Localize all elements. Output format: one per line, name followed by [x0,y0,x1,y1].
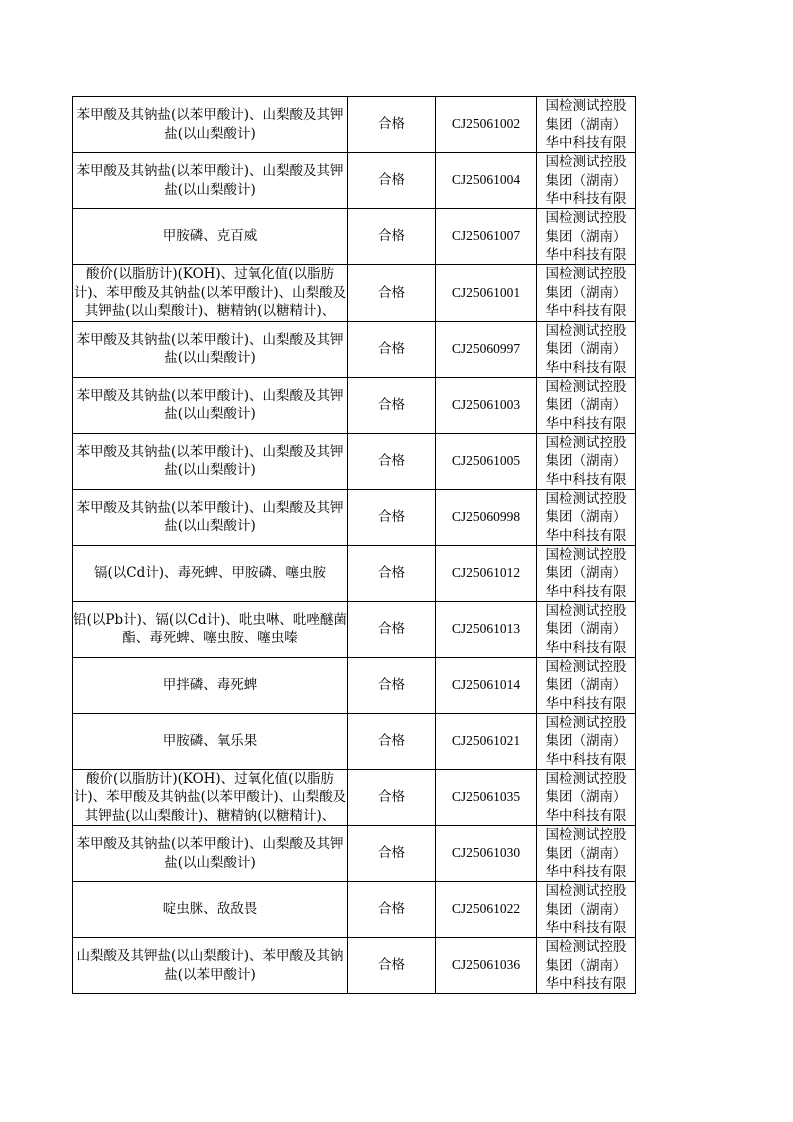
testing-org-cell [537,433,636,489]
testing-org-cell [537,97,636,153]
test-items-text: 甲胺磷、克百威 [162,228,258,245]
testing-org-text: 国检测试控股集团（湖南）华中科技有限 [545,490,627,544]
test-items-cell [73,489,348,545]
testing-org-cell [537,938,636,994]
test-items-cell [73,882,348,938]
report-code-cell: CJ25061004 [436,153,537,209]
report-code-cell: CJ25061036 [436,938,537,994]
test-items-text: 苯甲酸及其钠盐(以苯甲酸计)、山梨酸及其钾盐(以山梨酸计) [76,331,344,366]
testing-org-cell [537,321,636,377]
testing-org-cell [537,882,636,938]
test-items-text: 山梨酸及其钾盐(以山梨酸计)、苯甲酸及其钠盐(以苯甲酸计) [76,948,344,983]
report-code-cell: CJ25061001 [436,265,537,322]
test-items-cell [73,545,348,601]
report-code-cell: CJ25061021 [436,713,537,769]
test-items-cell [73,769,348,826]
testing-org-cell [537,657,636,713]
test-items-cell [73,713,348,769]
table-row [73,769,636,826]
report-code-cell: CJ25061002 [436,97,537,153]
testing-org-text: 国检测试控股集团（湖南）华中科技有限 [545,939,627,992]
result-cell: 合格 [348,321,436,377]
testing-org-text: 国检测试控股集团（湖南）华中科技有限 [545,883,627,936]
report-code-cell: CJ25060998 [436,489,537,545]
testing-org-cell [537,769,636,826]
test-items-text: 镉(以Cd计)、毒死蜱、甲胺磷、噻虫胺 [93,564,326,581]
table-row [73,882,636,938]
test-items-text: 苯甲酸及其钠盐(以苯甲酸计)、山梨酸及其钾盐(以山梨酸计) [76,499,344,534]
result-cell: 合格 [348,657,436,713]
report-code-cell: CJ25061022 [436,882,537,938]
table-row [73,489,636,545]
testing-org-text: 国检测试控股集团（湖南）华中科技有限 [545,154,627,207]
table-row [73,601,636,657]
testing-org-text: 国检测试控股集团（湖南）华中科技有限 [545,658,627,712]
testing-org-cell [537,265,636,322]
table-row [73,321,636,377]
test-items-cell [73,321,348,377]
test-items-text: 甲拌磷、毒死蜱 [162,676,258,693]
inspection-results-table [72,96,636,994]
test-items-cell [73,209,348,265]
table-body [73,97,636,994]
test-items-cell [73,265,348,322]
test-items-cell [73,97,348,153]
test-items-text: 酸价(以脂肪计)(KOH)、过氧化值(以脂肪计)、苯甲酸及其钠盐(以苯甲酸计)、山梨酸及其钾盐(以山梨酸计)、糖精钠(以糖精计)、 [73,266,347,319]
test-items-cell [73,601,348,657]
testing-org-cell [537,489,636,545]
report-code-cell: CJ25060997 [436,321,537,377]
table-row [73,657,636,713]
test-items-text: 苯甲酸及其钠盐(以苯甲酸计)、山梨酸及其钾盐(以山梨酸计) [76,443,344,478]
test-items-cell [73,377,348,433]
testing-org-cell [537,601,636,657]
test-items-text: 甲胺磷、氧乐果 [162,732,258,749]
testing-org-cell [537,826,636,882]
testing-org-cell [537,153,636,209]
table-row [73,265,636,322]
test-items-cell [73,433,348,489]
report-code-cell: CJ25061014 [436,657,537,713]
result-cell: 合格 [348,97,436,153]
testing-org-cell [537,209,636,265]
report-code-cell: CJ25061003 [436,377,537,433]
test-items-text: 苯甲酸及其钠盐(以苯甲酸计)、山梨酸及其钾盐(以山梨酸计) [76,387,344,422]
test-items-text: 酸价(以脂肪计)(KOH)、过氧化值(以脂肪计)、苯甲酸及其钠盐(以苯甲酸计)、山梨酸及其钾盐(以山梨酸计)、糖精钠(以糖精计)、 [73,770,347,824]
result-cell: 合格 [348,489,436,545]
table-row [73,209,636,265]
test-items-text: 苯甲酸及其钠盐(以苯甲酸计)、山梨酸及其钾盐(以山梨酸计) [76,163,344,198]
table-row [73,97,636,153]
result-cell: 合格 [348,713,436,769]
report-code-cell: CJ25061007 [436,209,537,265]
testing-org-text: 国检测试控股集团（湖南）华中科技有限 [545,266,627,320]
test-items-cell [73,826,348,882]
result-cell: 合格 [348,153,436,209]
table-row [73,433,636,489]
test-items-text: 铅(以Pb计)、镉(以Cd计)、吡虫啉、吡唑醚菌酯、毒死蜱、噻虫胺、噻虫嗪 [73,611,347,646]
testing-org-text: 国检测试控股集团（湖南）华中科技有限 [545,546,627,600]
result-cell: 合格 [348,545,436,601]
test-items-cell [73,938,348,994]
table-row [73,938,636,994]
result-cell: 合格 [348,601,436,657]
result-cell: 合格 [348,265,436,322]
testing-org-text: 国检测试控股集团（湖南）华中科技有限 [545,210,627,263]
test-items-cell [73,153,348,209]
test-items-text: 苯甲酸及其钠盐(以苯甲酸计)、山梨酸及其钾盐(以山梨酸计) [76,836,344,871]
result-cell: 合格 [348,769,436,826]
result-cell: 合格 [348,433,436,489]
testing-org-text: 国检测试控股集团（湖南）华中科技有限 [545,98,627,151]
report-code-cell: CJ25061035 [436,769,537,826]
testing-org-text: 国检测试控股集团（湖南）华中科技有限 [545,322,627,376]
report-code-cell: CJ25061013 [436,601,537,657]
testing-org-text: 国检测试控股集团（湖南）华中科技有限 [545,714,627,768]
table-row [73,377,636,433]
report-code-cell: CJ25061030 [436,826,537,882]
result-cell: 合格 [348,209,436,265]
testing-org-text: 国检测试控股集团（湖南）华中科技有限 [545,434,627,488]
report-code-cell: CJ25061005 [436,433,537,489]
testing-org-text: 国检测试控股集团（湖南）华中科技有限 [545,770,627,824]
testing-org-text: 国检测试控股集团（湖南）华中科技有限 [545,378,627,432]
table-row [73,153,636,209]
table-row [73,545,636,601]
result-cell: 合格 [348,377,436,433]
result-cell: 合格 [348,938,436,994]
test-items-cell [73,657,348,713]
report-code-cell: CJ25061012 [436,545,537,601]
testing-org-text: 国检测试控股集团（湖南）华中科技有限 [545,602,627,656]
table-row [73,826,636,882]
table-row [73,713,636,769]
result-cell: 合格 [348,882,436,938]
test-items-text: 啶虫脒、敌敌畏 [162,901,258,918]
result-cell: 合格 [348,826,436,882]
testing-org-cell [537,713,636,769]
testing-org-cell [537,377,636,433]
test-items-text: 苯甲酸及其钠盐(以苯甲酸计)、山梨酸及其钾盐(以山梨酸计) [76,107,344,142]
testing-org-cell [537,545,636,601]
testing-org-text: 国检测试控股集团（湖南）华中科技有限 [545,827,627,880]
